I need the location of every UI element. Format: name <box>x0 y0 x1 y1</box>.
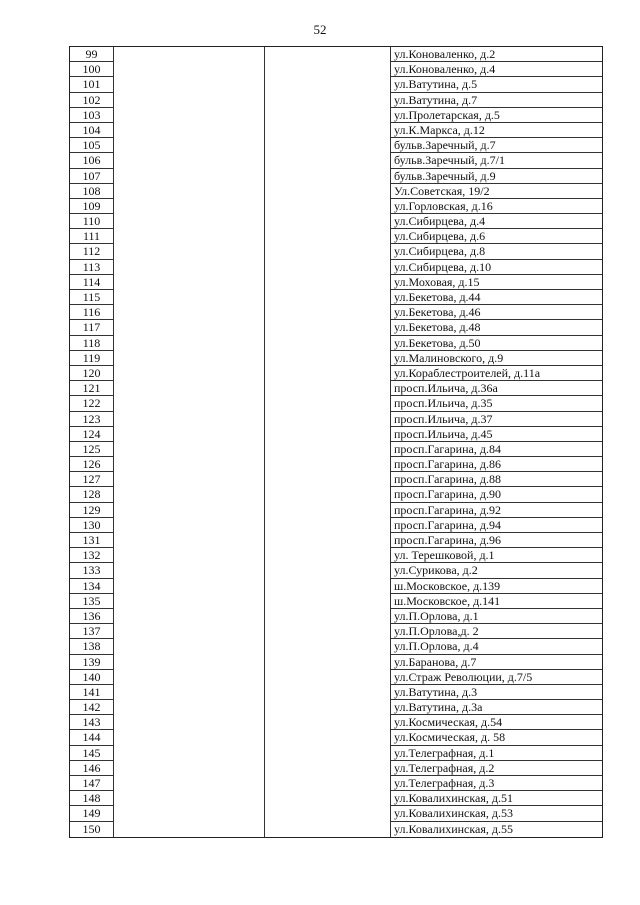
row-number: 105 <box>70 138 113 153</box>
table-body <box>70 47 602 837</box>
table-row <box>70 442 602 457</box>
row-number: 100 <box>70 62 113 77</box>
row-address: просп.Ильича, д.45 <box>390 427 602 442</box>
row-address: ул.К.Маркса, д.12 <box>390 123 602 138</box>
row-number: 137 <box>70 624 113 639</box>
row-address: ул.Космическая, д.54 <box>390 715 602 730</box>
table-row <box>70 715 602 730</box>
table-row <box>70 730 602 745</box>
table-row <box>70 563 602 578</box>
table-row <box>70 685 602 700</box>
row-address: просп.Гагарина, д.90 <box>390 487 602 502</box>
row-address: ул.Телеграфная, д.2 <box>390 761 602 776</box>
row-number: 101 <box>70 77 113 92</box>
row-number: 111 <box>70 229 113 244</box>
row-number: 115 <box>70 290 113 305</box>
row-address: ул.Ватутина, д.3 <box>390 685 602 700</box>
row-address: ул.Сурикова, д.2 <box>390 563 602 578</box>
row-address: ул.Ватутина, д.3а <box>390 700 602 715</box>
row-number: 133 <box>70 563 113 578</box>
table-row <box>70 548 602 563</box>
row-number: 120 <box>70 366 113 381</box>
row-number: 119 <box>70 351 113 366</box>
table-row <box>70 457 602 472</box>
row-address: ул.Сибирцева, д.10 <box>390 260 602 275</box>
page-number: 52 <box>313 22 327 37</box>
row-number: 109 <box>70 199 113 214</box>
row-number: 103 <box>70 108 113 123</box>
table-row <box>70 670 602 685</box>
row-number: 112 <box>70 244 113 259</box>
table-row <box>70 594 602 609</box>
row-address: бульв.Заречный, д.7 <box>390 138 602 153</box>
row-number: 132 <box>70 548 113 563</box>
row-address: просп.Гагарина, д.88 <box>390 472 602 487</box>
row-number: 113 <box>70 260 113 275</box>
row-number: 124 <box>70 427 113 442</box>
table-row <box>70 320 602 335</box>
table-row <box>70 366 602 381</box>
row-address: ш.Московское, д.139 <box>390 579 602 594</box>
row-address: просп.Ильича, д.35 <box>390 396 602 411</box>
row-number: 140 <box>70 670 113 685</box>
table-row <box>70 472 602 487</box>
table-row <box>70 791 602 806</box>
address-table <box>69 46 603 838</box>
row-number: 139 <box>70 655 113 670</box>
row-number: 116 <box>70 305 113 320</box>
table-row <box>70 305 602 320</box>
table-row <box>70 138 602 153</box>
table-row <box>70 396 602 411</box>
row-number: 147 <box>70 776 113 791</box>
table-row <box>70 639 602 654</box>
row-address: ул.Телеграфная, д.3 <box>390 776 602 791</box>
table-row <box>70 169 602 184</box>
row-number: 146 <box>70 761 113 776</box>
table-row <box>70 579 602 594</box>
table-row <box>70 153 602 168</box>
row-number: 135 <box>70 594 113 609</box>
table-row <box>70 93 602 108</box>
row-address: просп.Ильича, д.36а <box>390 381 602 396</box>
row-address: ул.Малиновского, д.9 <box>390 351 602 366</box>
row-address: ул.Бекетова, д.46 <box>390 305 602 320</box>
table-row <box>70 761 602 776</box>
row-address: ул.Телеграфная, д.1 <box>390 746 602 761</box>
row-address: ул.Ватутина, д.5 <box>390 77 602 92</box>
table-row <box>70 199 602 214</box>
row-address: ул.П.Орлова, д.1 <box>390 609 602 624</box>
row-number: 130 <box>70 518 113 533</box>
row-address: ул.Сибирцева, д.4 <box>390 214 602 229</box>
row-address: ул.Бекетова, д.50 <box>390 336 602 351</box>
row-address: просп.Гагарина, д.86 <box>390 457 602 472</box>
row-address: просп.Ильича, д.37 <box>390 412 602 427</box>
table-row <box>70 700 602 715</box>
row-address: ул.Страж Революции, д.7/5 <box>390 670 602 685</box>
row-address: ул.П.Орлова,д. 2 <box>390 624 602 639</box>
table-row <box>70 260 602 275</box>
row-address: ул.П.Орлова, д.4 <box>390 639 602 654</box>
row-address: ул.Ковалихинская, д.51 <box>390 791 602 806</box>
table-row <box>70 412 602 427</box>
row-number: 150 <box>82 821 101 836</box>
row-address: ул.Бекетова, д.44 <box>390 290 602 305</box>
row-number: 122 <box>70 396 113 411</box>
row-number: 127 <box>70 472 113 487</box>
row-number: 126 <box>70 457 113 472</box>
row-number: 141 <box>70 685 113 700</box>
table-row <box>70 275 602 290</box>
row-address: ул.Пролетарская, д.5 <box>390 108 602 123</box>
table-row <box>70 822 602 837</box>
table-row <box>70 533 602 548</box>
row-address: ул.Горловская, д.16 <box>390 199 602 214</box>
row-address: ул.Космическая, д. 58 <box>390 730 602 745</box>
row-address: ш.Московское, д.141 <box>390 594 602 609</box>
row-address: ул. Терешковой, д.1 <box>390 548 602 563</box>
row-address: бульв.Заречный, д.7/1 <box>390 153 602 168</box>
row-number: 129 <box>70 503 113 518</box>
table-row <box>70 214 602 229</box>
row-number: 131 <box>70 533 113 548</box>
table-row <box>70 746 602 761</box>
row-number: 144 <box>70 730 113 745</box>
row-address: бульв.Заречный, д.9 <box>390 169 602 184</box>
row-number: 128 <box>70 487 113 502</box>
table-row <box>70 487 602 502</box>
row-address: ул.Ковалихинская, д.55 <box>394 821 513 836</box>
table-row <box>70 503 602 518</box>
row-number: 125 <box>70 442 113 457</box>
row-address: просп.Гагарина, д.84 <box>390 442 602 457</box>
row-number: 104 <box>70 123 113 138</box>
table-row <box>70 776 602 791</box>
row-address: Ул.Советская, 19/2 <box>390 184 602 199</box>
row-address: ул.Бекетова, д.48 <box>390 320 602 335</box>
row-address: ул.Коноваленко, д.4 <box>390 62 602 77</box>
row-address: просп.Гагарина, д.96 <box>390 533 602 548</box>
row-number: 102 <box>70 93 113 108</box>
table-row <box>70 806 602 821</box>
table-row <box>70 62 602 77</box>
row-number: 149 <box>70 806 113 821</box>
row-number: 99 <box>70 47 113 62</box>
table-row <box>70 184 602 199</box>
row-number: 134 <box>70 579 113 594</box>
row-address: ул.Коноваленко, д.2 <box>390 47 602 62</box>
table-row <box>70 47 602 62</box>
row-number: 136 <box>70 609 113 624</box>
row-number: 110 <box>70 214 113 229</box>
row-address: ул.Баранова, д.7 <box>390 655 602 670</box>
row-number: 107 <box>70 169 113 184</box>
table-row <box>70 244 602 259</box>
row-address: ул.Ковалихинская, д.53 <box>390 806 602 821</box>
row-number: 138 <box>70 639 113 654</box>
column-divider <box>390 47 391 837</box>
row-number: 118 <box>70 336 113 351</box>
row-address: ул.Сибирцева, д.8 <box>390 244 602 259</box>
table-row <box>70 624 602 639</box>
column-divider <box>264 47 265 837</box>
table-row <box>70 351 602 366</box>
row-number: 148 <box>70 791 113 806</box>
table-row <box>70 381 602 396</box>
row-number: 117 <box>70 320 113 335</box>
table-row <box>70 655 602 670</box>
row-address: ул.Ватутина, д.7 <box>390 93 602 108</box>
row-number: 142 <box>70 700 113 715</box>
table-row <box>70 427 602 442</box>
table-row <box>70 123 602 138</box>
row-address: ул.Моховая, д.15 <box>390 275 602 290</box>
table-row <box>70 290 602 305</box>
row-number: 106 <box>70 153 113 168</box>
table-row <box>70 77 602 92</box>
row-number: 108 <box>70 184 113 199</box>
row-address: ул.Кораблестроителей, д.11а <box>390 366 602 381</box>
row-address: ул.Сибирцева, д.6 <box>390 229 602 244</box>
column-divider <box>113 47 114 837</box>
row-number: 123 <box>70 412 113 427</box>
row-address: просп.Гагарина, д.94 <box>390 518 602 533</box>
row-address: просп.Гагарина, д.92 <box>390 503 602 518</box>
row-number: 143 <box>70 715 113 730</box>
table-row <box>70 229 602 244</box>
table-row <box>70 336 602 351</box>
row-number: 121 <box>70 381 113 396</box>
table-row <box>70 609 602 624</box>
row-number: 145 <box>70 746 113 761</box>
table-row <box>70 108 602 123</box>
table-row <box>70 518 602 533</box>
row-number: 114 <box>70 275 113 290</box>
